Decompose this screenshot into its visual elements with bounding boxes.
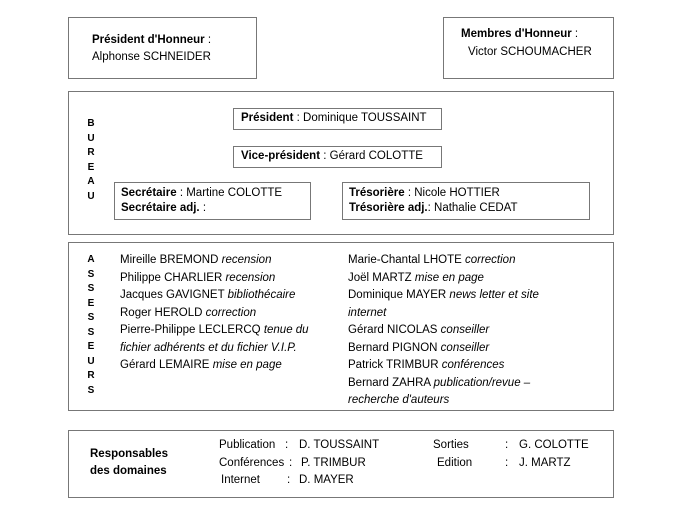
list-item: Gérard LEMAIRE mise en page <box>120 359 282 371</box>
responsables-title: Responsables des domaines <box>90 448 168 477</box>
list-item: Pierre-Philippe LECLERCQ tenue du <box>120 324 309 336</box>
honorary-members-title: Membres d'Honneur : <box>461 28 579 40</box>
list-item: Bernard ZAHRA publication/revue – <box>348 376 531 389</box>
list-item: fichier adhérents et du fichier V.I.P. <box>120 341 297 354</box>
assesseurs-box <box>68 242 614 411</box>
tresoriere-line: Trésorière : Nicole HOTTIER <box>349 187 500 199</box>
honorary-president-box <box>68 17 257 79</box>
list-item: Philippe CHARLIER recension <box>120 271 276 284</box>
list-item: Patrick TRIMBUR conférences <box>348 359 505 371</box>
responsables-box <box>68 430 614 498</box>
honorary-members-box <box>443 17 614 79</box>
president-box <box>233 108 442 130</box>
list-item: Roger HEROLD correction <box>120 306 257 319</box>
tresoriere-box <box>342 182 590 220</box>
assesseurs-vertical-label: A S S E S S E U R S <box>87 254 95 396</box>
domain-row-conferences: Conférences : P. TRIMBUR <box>219 456 366 469</box>
domain-row-sorties: Sorties : G. COLOTTE <box>433 439 589 451</box>
list-item: Gérard NICOLAS conseiller <box>348 324 490 336</box>
responsables-col2 <box>433 437 589 472</box>
honorary-members-name: Victor SCHOUMACHER <box>468 46 592 58</box>
assesseurs-right-column <box>348 252 539 410</box>
bureau-vertical-label: B U R E A U <box>87 118 95 202</box>
list-item: internet <box>348 306 387 319</box>
list-item: recherche d'auteurs <box>348 394 450 406</box>
domain-row-internet: Internet : D. MAYER <box>221 474 354 486</box>
vice-president-box <box>233 146 442 168</box>
list-item: Marie-Chantal LHOTE correction <box>348 254 516 266</box>
domain-row-edition: Edition : J. MARTZ <box>437 456 571 469</box>
list-item: Bernard PIGNON conseiller <box>348 341 490 354</box>
president-line: Président : Dominique TOUSSAINT <box>241 112 427 124</box>
secretaire-box <box>114 182 311 220</box>
bureau-box <box>68 91 614 235</box>
assesseurs-left-column <box>120 252 309 375</box>
domain-row-publication: Publication : D. TOUSSAINT <box>219 439 380 451</box>
list-item: Jacques GAVIGNET bibliothécaire <box>120 289 296 301</box>
responsables-col1 <box>219 437 379 490</box>
honorary-president-title: Président d'Honneur : <box>92 34 212 46</box>
honorary-president-name: Alphonse SCHNEIDER <box>92 51 211 63</box>
secretaire-line: Secrétaire : Martine COLOTTE <box>121 187 283 199</box>
secretaire-adj-line: Secrétaire adj. : <box>121 202 207 214</box>
vice-president-line: Vice-président : Gérard COLOTTE <box>241 150 423 162</box>
list-item: Joël MARTZ mise en page <box>348 271 484 284</box>
list-item: Mireille BREMOND recension <box>120 254 272 266</box>
list-item: Dominique MAYER news letter et site <box>348 289 539 301</box>
tresoriere-adj-line: Trésorière adj.: Nathalie CEDAT <box>349 202 518 214</box>
